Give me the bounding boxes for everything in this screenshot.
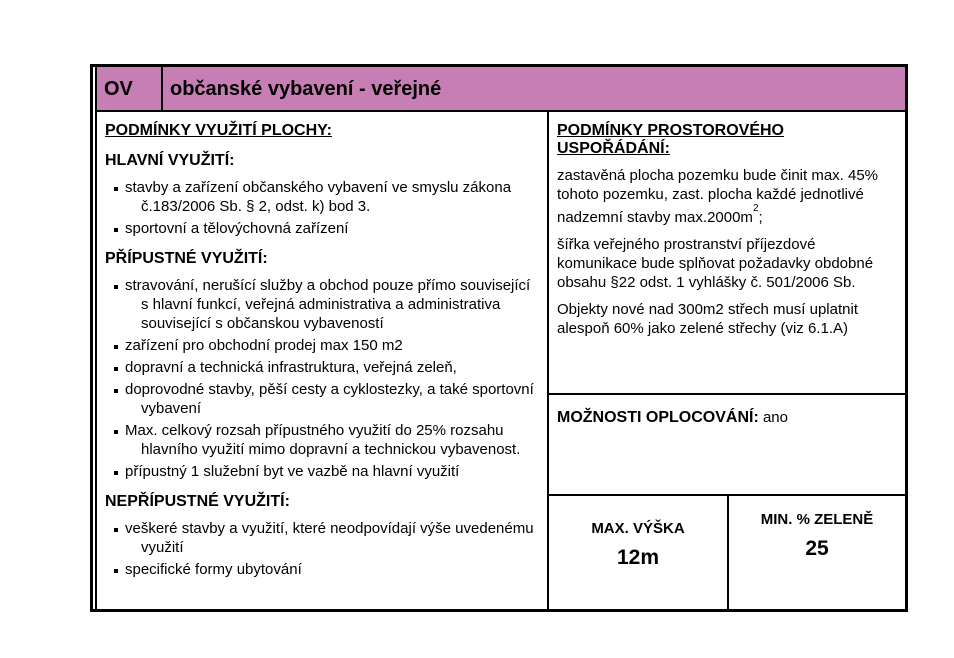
- use-item: Max. celkový rozsah přípustného využití do 25% rozsahu hlavního využití mimo dopravní a technickou vybavenost.: [105, 421, 541, 459]
- zoning-card-inner: [95, 67, 905, 609]
- max-height-value: 12m: [616, 546, 660, 569]
- min-green-label: MIN. % ZELENĚ: [760, 511, 874, 528]
- spatial-paragraph-1: [557, 166, 897, 227]
- zone-title: občanské vybavení - veřejné: [170, 78, 442, 100]
- spatial-paragraph-3: Objekty nové nad 300m2 střech musí uplatnit alespoň 60% jako zelené střechy (viz 6.1.A): [557, 301, 858, 337]
- header-row: [97, 67, 905, 112]
- section-heading-impermissible-use: NEPŘÍPUSTNÉ VYUŽITÍ:: [105, 493, 290, 510]
- fencing-value: ano: [762, 409, 788, 426]
- fencing-row: [557, 409, 897, 427]
- fencing-label: MOŽNOSTI OPLOCOVÁNÍ:: [557, 409, 759, 426]
- main-use-list: [105, 178, 541, 238]
- spatial-panel-title: PODMÍNKY PROSTOROVÉHO USPOŘÁDÁNÍ:: [557, 122, 784, 157]
- use-item: stavby a zařízení občanského vybavení ve smyslu zákona č.183/2006 Sb. § 2, odst. k) bod 3.: [105, 178, 541, 216]
- superscript-2: 2: [752, 203, 759, 214]
- impermissible-use-list: [105, 519, 541, 579]
- permissible-use-list: [105, 276, 541, 481]
- use-item: stravování, nerušící služby a obchod pouze přímo související s hlavní funkcí, veřejná administrativa a administrativa související s občanskou vybaveností: [105, 276, 541, 333]
- max-height-label: MAX. VÝŠKA: [591, 520, 685, 537]
- zone-code: OV: [97, 67, 163, 110]
- use-item: dopravní a technická infrastruktura, veřejná zeleň,: [105, 358, 541, 377]
- spatial-paragraph-1-text: zastavěná plocha pozemku bude činit max. 45% tohoto pozemku, zast. plocha každé jednotlivé nadzemní stavby max.2000m: [557, 167, 879, 226]
- use-item: doprovodné stavby, pěší cesty a cyklostezky, a také sportovní vybavení: [105, 380, 541, 418]
- spatial-paragraph-1-tail: ;: [758, 209, 763, 226]
- use-item: sportovní a tělovýchovná zařízení: [105, 219, 541, 238]
- min-green-value: 25: [805, 537, 829, 560]
- min-green-cell: [729, 496, 905, 609]
- fencing-panel: [549, 395, 905, 496]
- land-use-panel-title: PODMÍNKY VYUŽITÍ PLOCHY:: [105, 122, 332, 139]
- section-heading-main-use: HLAVNÍ VYUŽITÍ:: [105, 152, 235, 169]
- card-body: [97, 112, 905, 609]
- use-item: specifické formy ubytování: [105, 560, 541, 579]
- land-use-panel: [97, 112, 549, 609]
- metrics-row: [549, 496, 905, 609]
- use-item: veškeré stavby a využití, které neodpovídají výše uvedenému využití: [105, 519, 541, 557]
- max-height-cell: [549, 496, 729, 609]
- spatial-paragraph-2: šířka veřejného prostranství příjezdové komunikace bude splňovat požadavky obdobné obsahu §22 odst. 1 vyhlášky č. 501/2006 Sb.: [557, 236, 874, 291]
- spatial-panel: [549, 112, 905, 395]
- zoning-card-table: [90, 64, 908, 612]
- right-column: [549, 112, 905, 609]
- section-heading-permissible-use: PŘÍPUSTNÉ VYUŽITÍ:: [105, 250, 268, 267]
- use-item: zařízení pro obchodní prodej max 150 m2: [105, 336, 541, 355]
- use-item: přípustný 1 služební byt ve vazbě na hlavní využití: [105, 462, 541, 481]
